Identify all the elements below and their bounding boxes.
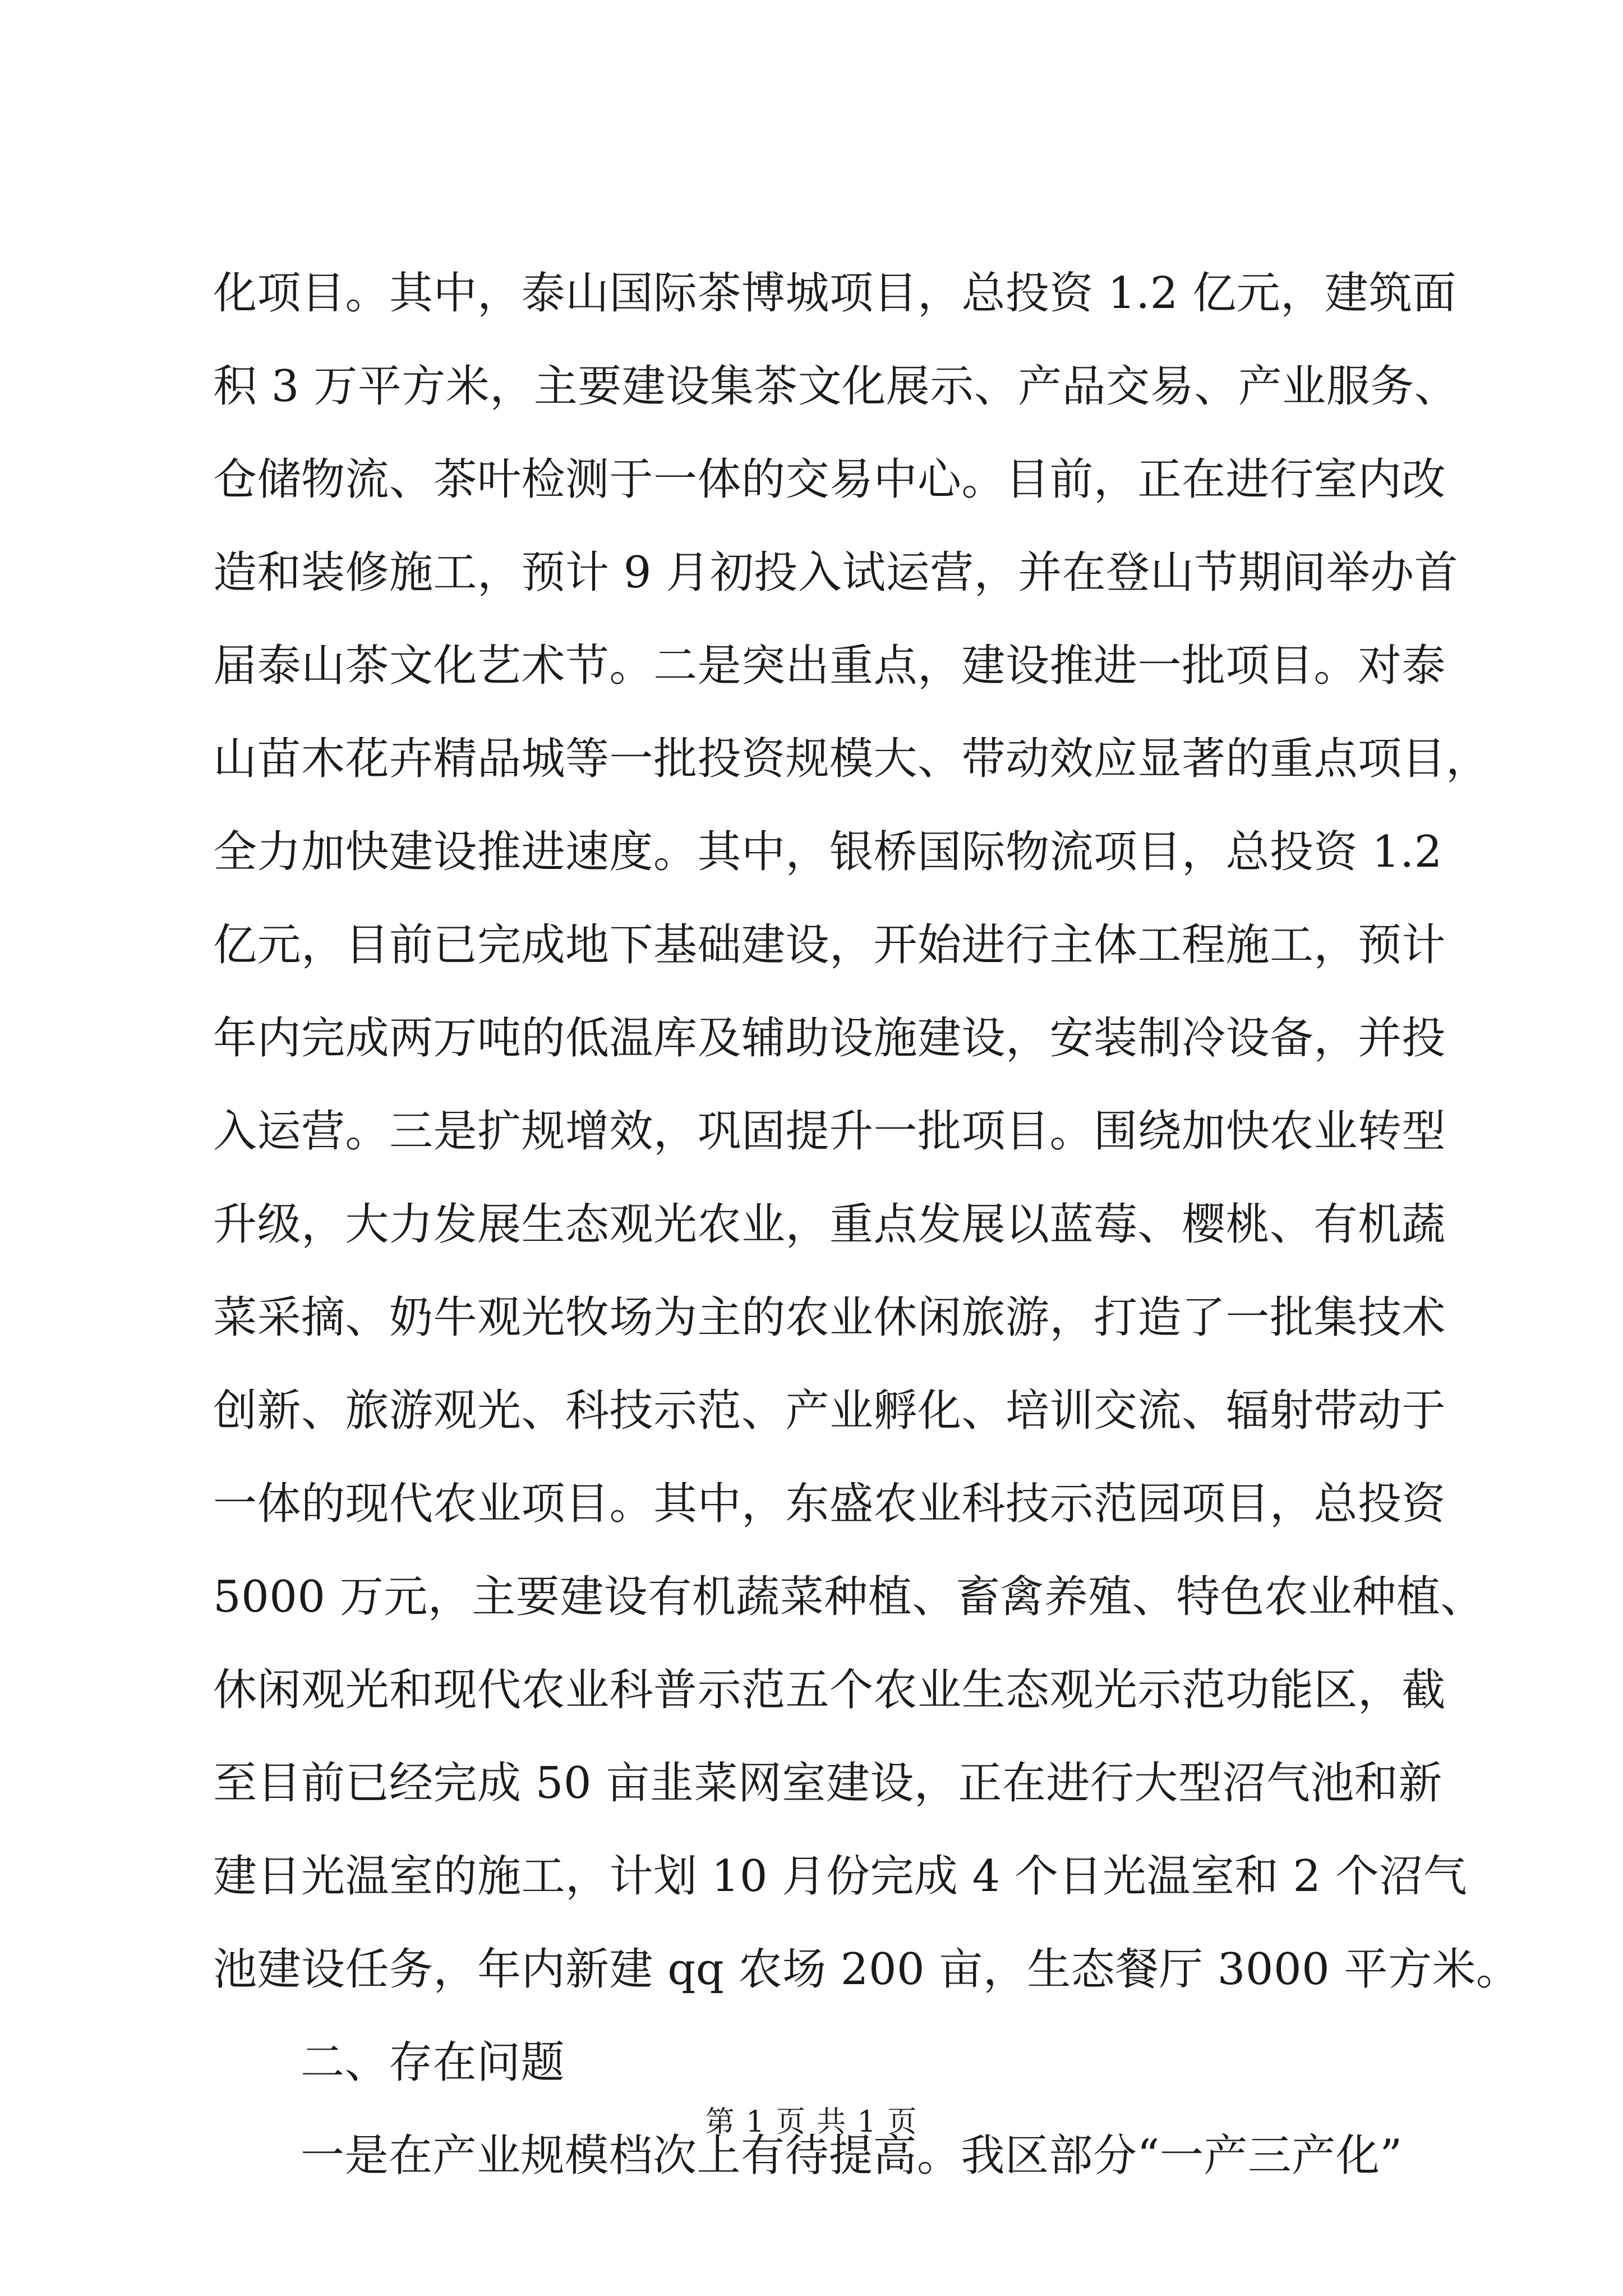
body-line: 造和装修施工，预计 9 月初投入试运营，并在登山节期间举办首 <box>213 547 1459 598</box>
body-line: 至目前已经完成 50 亩韭菜网室建设，正在进行大型沼气池和新 <box>213 1758 1442 1809</box>
body-line: 菜采摘、奶牛观光牧场为主的农业休闲旅游，打造了一批集技术 <box>213 1292 1446 1343</box>
paragraph-first-line: 一是在产业规模档次上有待提高。我区部分“一产三产化” <box>301 2131 1403 2181</box>
body-line: 届泰山茶文化艺术节。二是突出重点，建设推进一批项目。对泰 <box>213 641 1446 691</box>
body-line: 建日光温室的施工，计划 10 月份完成 4 个日光温室和 2 个沼气 <box>213 1851 1468 1902</box>
body-line: 年内完成两万吨的低温库及辅助设施建设，安装制冷设备，并投 <box>213 1013 1446 1064</box>
body-line: 入运营。三是扩规增效，巩固提升一批项目。围绕加快农业转型 <box>213 1106 1446 1157</box>
body-line: 创新、旅游观光、科技示范、产业孵化、培训交流、辐射带动于 <box>213 1386 1446 1436</box>
body-line: 一体的现代农业项目。其中，东盛农业科技示范园项目，总投资 <box>213 1479 1446 1529</box>
section-heading: 二、存在问题 <box>301 2037 565 2088</box>
body-line: 积 3 万平方米，主要建设集茶文化展示、产品交易、产业服务、 <box>213 361 1459 412</box>
body-line: 亿元，目前已完成地下基础建设，开始进行主体工程施工，预计 <box>213 920 1446 970</box>
document-body <box>213 247 1520 2202</box>
body-line: 山苗木花卉精品城等一批投资规模大、带动效应显著的重点项目， <box>213 734 1490 784</box>
body-line: 全力加快建设推进速度。其中，银桥国际物流项目，总投资 1.2 <box>213 827 1442 877</box>
body-line: 仓储物流、茶叶检测于一体的交易中心。目前，正在进行室内改 <box>213 454 1446 505</box>
body-line: 化项目。其中，泰山国际茶博城项目，总投资 1.2 亿元，建筑面 <box>213 268 1457 319</box>
body-line: 池建设任务，年内新建 qq 农场 200 亩，生态餐厅 3000 平方米。 <box>213 1944 1520 1995</box>
page-number-footer: 第 1 页 共 1 页 <box>705 2105 918 2139</box>
body-line: 休闲观光和现代农业科普示范五个农业生态观光示范功能区，截 <box>213 1665 1446 1715</box>
body-line: 升级，大力发展生态观光农业，重点发展以蓝莓、樱桃、有机蔬 <box>213 1199 1446 1250</box>
body-line: 5000 万元，主要建设有机蔬菜种植、畜禽养殖、特色农业种植、 <box>213 1572 1484 1622</box>
